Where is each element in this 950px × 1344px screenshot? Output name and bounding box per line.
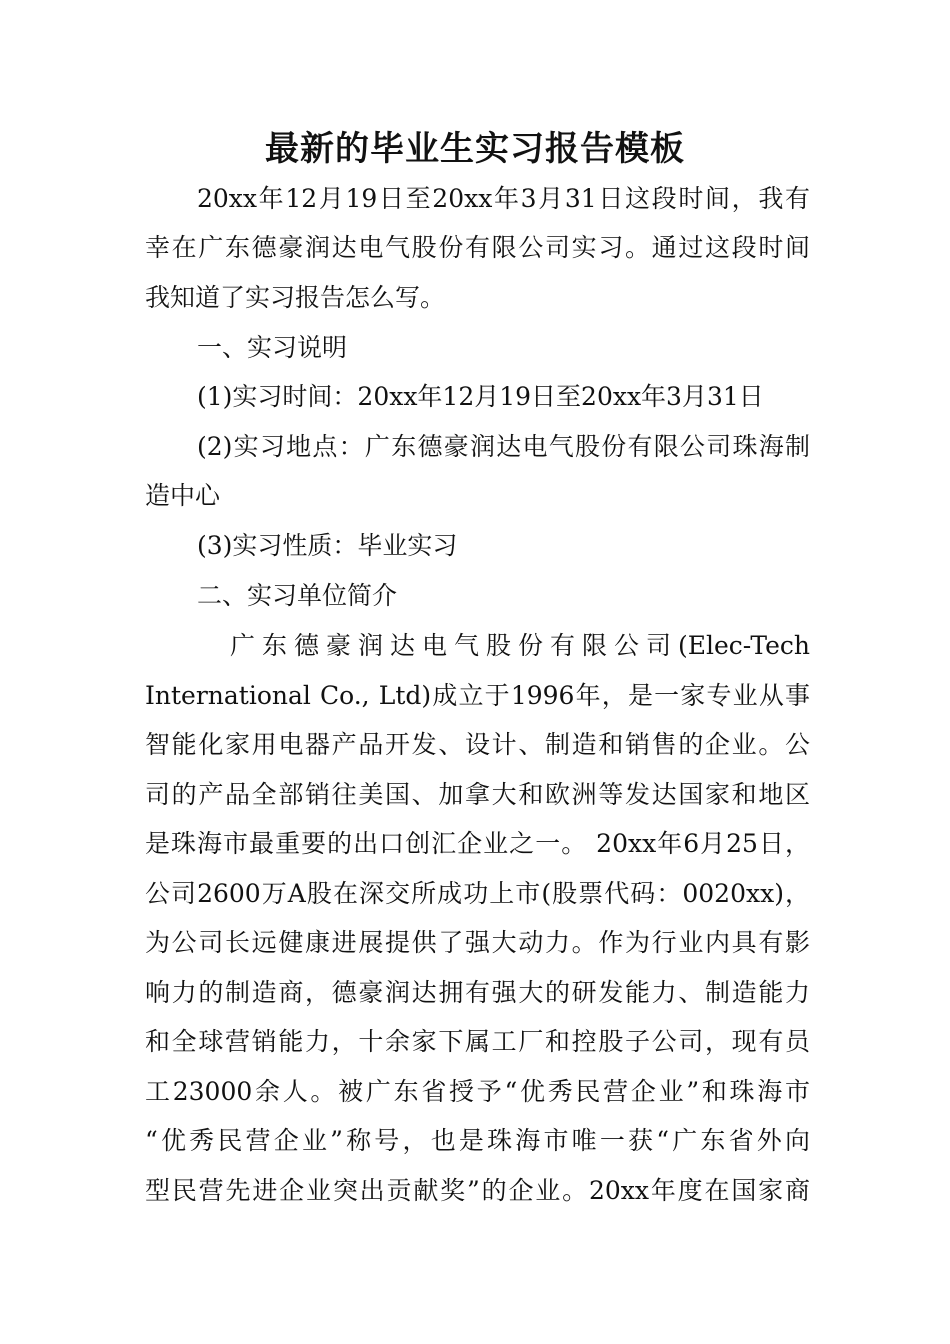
paragraph-line: 公司2600万A股在深交所成功上市(股票代码：0020xx)， [145, 879, 810, 908]
paragraph-line: 20xx年12月19日至20xx年3月31日这段时间，我有 [197, 184, 810, 213]
paragraph-line: 为公司长远健康进展提供了强大动力。作为行业内具有影 [145, 928, 810, 957]
paragraph-line: 我知道了实习报告怎么写。 [145, 283, 446, 312]
list-item: (1)实习时间：20xx年12月19日至20xx年3月31日 [197, 382, 764, 411]
paragraph-line: 是珠海市最重要的出口创汇企业之一。 20xx年6月25日， [145, 829, 810, 858]
paragraph-line: 和全球营销能力，十余家下属工厂和控股子公司，现有员 [145, 1027, 810, 1056]
paragraph-line: 智能化家用电器产品开发、设计、制造和销售的企业。公 [145, 730, 810, 759]
section-heading: 一、实习说明 [197, 333, 348, 362]
paragraph-line: International Co., Ltd)成立于1996年，是一家专业从事 [145, 681, 810, 710]
paragraph-line: 工23000余人。被广东省授予“优秀民营企业”和珠海市 [145, 1077, 810, 1106]
list-item-continuation: 造中心 [145, 481, 221, 510]
paragraph-line: 型民营先进企业突出贡献奖”的企业。20xx年度在国家商 [145, 1176, 810, 1205]
paragraph-line: “优秀民营企业”称号，也是珠海市唯一获“广东省外向 [145, 1126, 810, 1155]
paragraph-line: 幸在广东德豪润达电气股份有限公司实习。通过这段时间 [145, 233, 810, 262]
document-title: 最新的毕业生实习报告模板 [265, 129, 685, 169]
paragraph-line: 广东德豪润达电气股份有限公司(Elec-Tech [230, 631, 810, 660]
paragraph-line: 司的产品全部销往美国、加拿大和欧洲等发达国家和地区 [145, 780, 810, 809]
list-item: (2)实习地点：广东德豪润达电气股份有限公司珠海制 [197, 432, 810, 461]
list-item: (3)实习性质：毕业实习 [197, 531, 458, 560]
paragraph-line: 响力的制造商，德豪润达拥有强大的研发能力、制造能力 [145, 978, 810, 1007]
section-heading: 二、实习单位简介 [197, 581, 398, 610]
